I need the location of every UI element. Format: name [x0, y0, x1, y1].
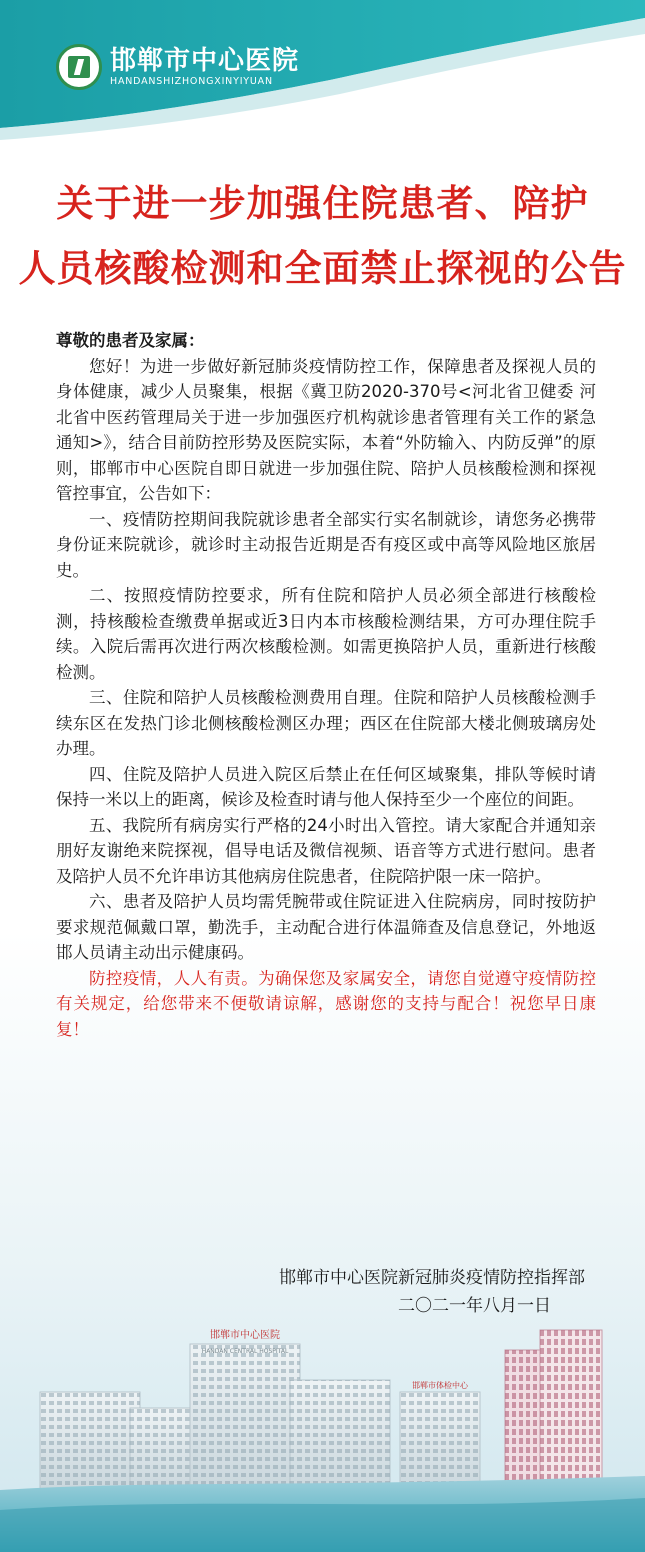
notice-title-line-1: 关于进一步加强住院患者、陪护 — [56, 182, 589, 225]
signature-date: 二〇二一年八月一日 — [398, 1296, 551, 1316]
paragraph-item-3: 三、住院和陪护人员核酸检测费用自理。住院和陪护人员核酸检测手续东区在发热门诊北侧核酸检测区办理；西区在住院部大楼北侧玻璃房处办理。 — [56, 688, 596, 758]
hospital-name-en: HANDANSHIZHONGXINYIYUAN — [110, 76, 273, 87]
paragraph-item-2: 二、按照疫情防控要求，所有住院和陪护人员必须全部进行核酸检测，持核酸检查缴费单据或近3日内本市核酸检测结果，方可办理住院手续。入院后需再次进行两次核酸检测。如需更换陪护人员，重新进行核酸检测。 — [56, 586, 596, 682]
hospital-buildings-illustration — [0, 1320, 645, 1552]
signature-block — [279, 1264, 585, 1320]
notice-title-line-2: 人员核酸检测和全面禁止探视的公告 — [18, 247, 627, 290]
salutation: 尊敬的患者及家属： — [56, 331, 205, 350]
closing-appeal: 防控疫情，人人有责。为确保您及家属安全，请您自觉遵守疫情防控有关规定，给您带来不便敬请谅解，感谢您的支持与配合！祝您早日康复！ — [56, 968, 596, 1039]
hospital-name-cn: 邯郸市中心医院 — [110, 46, 300, 76]
signature-org: 邯郸市中心医院新冠肺炎疫情防控指挥部 — [279, 1268, 585, 1288]
paragraph-item-4: 四、住院及陪护人员进入院区后禁止在任何区域聚集，排队等候时请保持一米以上的距离，候诊及检查时请与他人保持至少一个座位的间距。 — [56, 764, 596, 809]
hospital-logo-icon — [56, 44, 102, 90]
paragraph-intro: 您好！为进一步做好新冠肺炎疫情防控工作，保障患者及探视人员的身体健康，减少人员聚集，根据《冀卫防2020-370号<河北省卫健委 河北省中医药管理局关于进一步加强医疗机构就诊患者管理有关工作的紧急通知>》，结合目前防控形势及医院实际，本着“外防输入、内防反弹”的原则，邯郸市中心医院自即日就进一步加强住院、陪护人员核酸检测和探视管控事宜，公告如下： — [56, 356, 596, 503]
paragraph-item-1: 一、疫情防控期间我院就诊患者全部实行实名制就诊，请您务必携带身份证来院就诊，就诊时主动报告近期是否有疫区或中高等风险地区旅居史。 — [56, 509, 596, 580]
main-building-sign-en: HANDAN CENTRAL HOSPITAL — [201, 1348, 289, 1355]
hospital-logo — [56, 44, 299, 90]
paragraph-item-6: 六、患者及陪护人员均需凭腕带或住院证进入住院病房，同时按防护要求规范佩戴口罩，勤洗手，主动配合进行体温筛查及信息登记，外地返邯人员请主动出示健康码。 — [56, 892, 596, 962]
checkup-center-sign: 邯郸市体检中心 — [412, 1381, 468, 1390]
paragraph-item-5: 五、我院所有病房实行严格的24小时出入管控。请大家配合并通知亲朋好友谢绝来院探视，倡导电话及微信视频、语音等方式进行慰问。患者及陪护人员不允许串访其他病房住院患者，住院陪护限一床一陪护。 — [56, 815, 596, 886]
main-building-sign: 邯郸市中心医院 — [210, 1330, 280, 1341]
notice-body — [56, 328, 596, 1042]
